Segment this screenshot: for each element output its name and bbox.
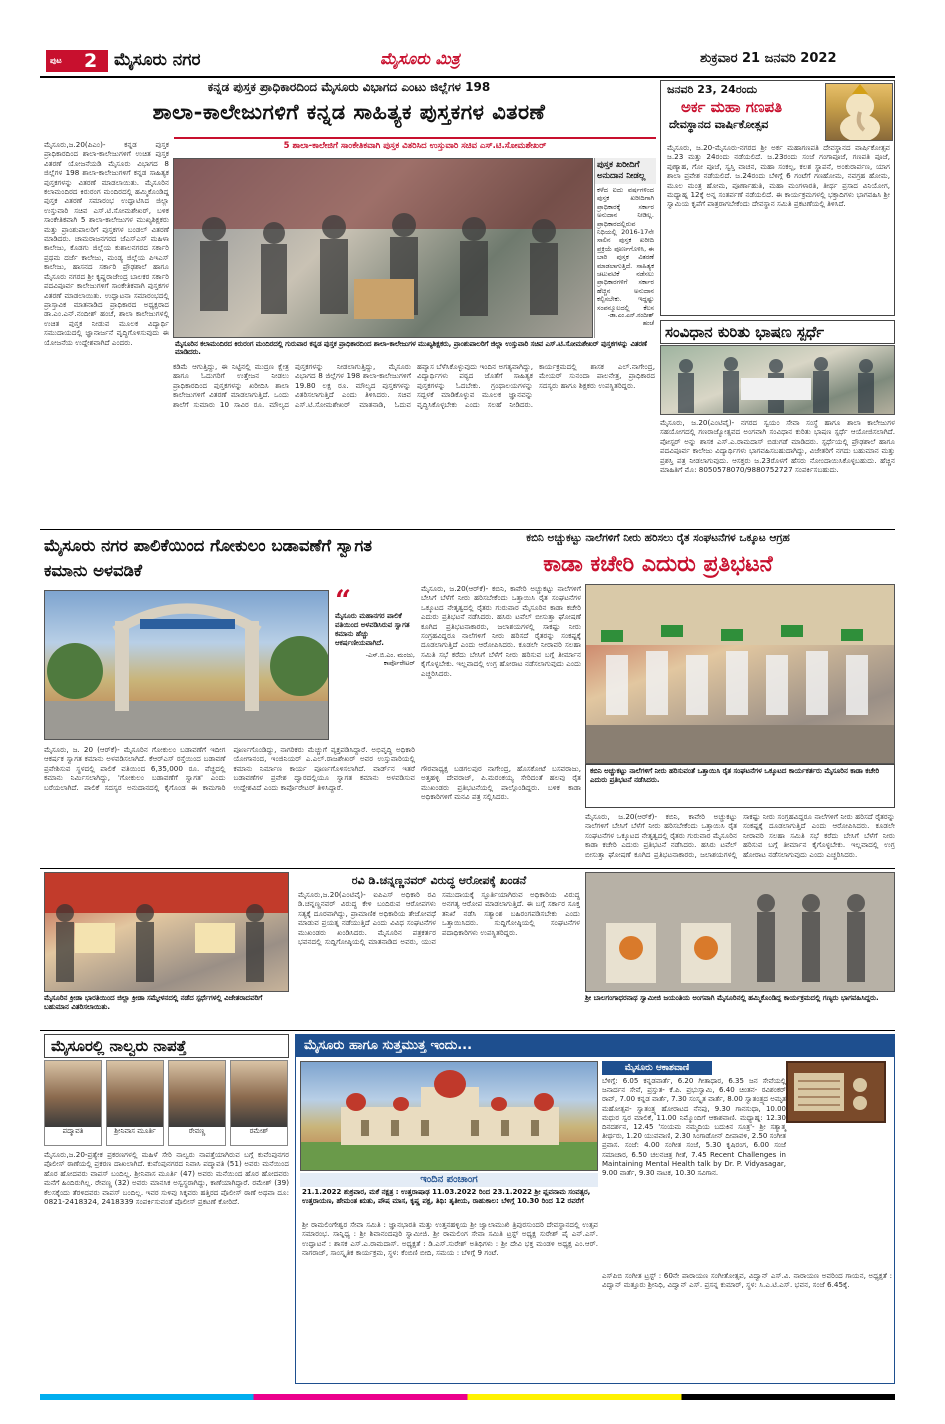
missing-person-4-name: ರಮೇಶ್ <box>249 1127 269 1135</box>
rule-row2 <box>40 868 895 869</box>
protest-body: ಮೈಸೂರು, ಜ.20(ಆರ್‌ಕೆ)- ಕಬಿನಿ, ಕಾವೇರಿ ಅಚ್ಚುಕಟ್ಟು ನಾಲೆಗಳಿಗೆ ಬೇಸಿಗೆ ಬೆಳೆಗೆ ನೀರು ಹರಿಸಬೇಕೆಂದು ಒತ್ತಾಯಿಸಿ ರೈತ ಸಂಘಟನೆಗಳ ಒಕ್ಕೂಟದ ನೇತೃತ್ವದಲ್ಲಿ ರೈತರು ಗುರುವಾರ ಮೈಸೂರಿನ ಕಾಡಾ ಕಚೇರಿ ಎದುರು ಪ್ರತಿಭಟನೆ ನಡೆಸಿದರು. ಹಸಿರು ಟವೆಲ್ ಬೀಸುತ್ತಾ ಘೋಷಣೆ ಕೂಗಿದ ಪ್ರತಿಭಟನಾಕಾರರು, ಜಲಾಶಯಗಳಲ್ಲಿ ಸಾಕಷ್ಟು ನೀರು ಸಂಗ್ರಹವಿದ್ದರೂ ನಾಲೆಗಳಿಗೆ ನೀರು ಹರಿಸದೆ ರೈತರನ್ನು ಸಂಕಷ್ಟಕ್ಕೆ ದೂಡಲಾಗುತ್ತಿದೆ ಎಂದು ಆರೋಪಿಸಿದರು. ಕೂಡಲೇ ನೀರಾವರಿ ಸಲಹಾ ಸಮಿತಿ ಸಭೆ ಕರೆದು ಬೇಸಿಗೆ ಬೆಳೆಗೆ ನೀರು ಹರಿಸುವ ಬಗ್ಗೆ ತೀರ್ಮಾನ ಕೈಗೊಳ್ಳಬೇಕು. ಇಲ್ಲವಾದಲ್ಲಿ ಉಗ್ರ ಹೋರಾಟ ನಡೆಸಲಾಗುವುದು ಎಂದು ಎಚ್ಚರಿಸಿದರು. <box>421 584 581 678</box>
samvidhana-box <box>660 320 895 526</box>
sidebox-byline: -ಡಾ.ಎಂ.ಎನ್.ನಂದೀಶ್ ಹಂಚೆ <box>607 312 654 327</box>
complaint-caption: ಶ್ರೀ ಬಾಲಗಂಗಾಧರನಾಥ ಸ್ವಾಮೀಜಿ ಜಯಂತಿಯ ಅಂಗವಾಗಿ ಮೈಸೂರಿನಲ್ಲಿ ಹಮ್ಮಿಕೊಂಡಿದ್ದ ಕಾರ್ಯಕ್ರಮದಲ್ಲಿ ಗಣ್ಯರು ಭಾಗವಹಿಸಿದ್ದರು. <box>585 994 879 1002</box>
missing-person-3-name: ರೇವಣ್ಣ <box>188 1127 206 1135</box>
page-label: ಪುಟ <box>50 56 62 65</box>
missing-headline: ಮೈಸೂರಲ್ಲಿ ನಾಲ್ವರು ನಾಪತ್ತೆ <box>44 1034 289 1058</box>
ganapati-box <box>660 80 895 316</box>
ganapati-body: ಮೈಸೂರು, ಜ.20-ಮೈಸೂರು-ನಗರದ ಶ್ರೀ ಅರ್ಕ ಮಹಾಗಣಪತಿ ದೇವಸ್ಥಾನದ ವಾರ್ಷಿಕೋತ್ಸವ ಜ.23 ಮತ್ತು 24ರಂದು ನಡೆಯಲಿದೆ. ಜ.23ರಂದು ಸಂಜೆ ಗಂಗಾಪೂಜೆ, ಗಣಪತಿ ಪೂಜೆ, ಪುಣ್ಯಾಹ, ಗೋ ಪೂಜೆ, ಸ್ವಸ್ತಿ ವಾಚನ, ಮಹಾ ಸಂಕಲ್ಪ, ಕಲಶ ಸ್ಥಾಪನೆ, ಅಂಕುರಾರ್ಪಣ, ಯಾಗ ಶಾಲಾ ಪ್ರವೇಶ ನಡೆಯಲಿದೆ. ಜ.24ರಂದು ಬೆಳಿಗ್ಗೆ 6 ಗಂಟೆಗೆ ಗಣಹೋಮ, ನವಗ್ರಹ ಹೋಮ, ಮೂಲ ಮಂತ್ರ ಹೋಮ, ಪೂರ್ಣಾಹುತಿ, ಮಹಾ ಮಂಗಳಾರತಿ, ತೀರ್ಥ ಪ್ರಸಾದ ವಿನಿಯೋಗ, ಮಧ್ಯಾಹ್ನ 12ಕ್ಕೆ ಅನ್ನ ಸಂತರ್ಪಣೆ ನಡೆಯಲಿದೆ. ಈ ಕಾರ್ಯಕ್ರಮಗಳಲ್ಲಿ ಭಕ್ತಾದಿಗಳು ಭಾಗವಹಿಸಿ ಶ್ರೀ ಸ್ವಾಮಿಯ ಕೃಪೆಗೆ ಪಾತ್ರರಾಗಬೇಕೆಂದು ದೇವಸ್ಥಾನ ಸಮಿತಿ ಪ್ರಕಟಣೆಯಲ್ಲಿ ತಿಳಿಸಿದೆ. <box>667 143 890 209</box>
missing-person-4 <box>230 1060 288 1146</box>
sports-photo <box>44 872 289 992</box>
ganapati-idol-icon <box>826 84 893 141</box>
missing-person-3 <box>168 1060 226 1146</box>
lead-photo-caption: ಮೈಸೂರಿನ ಕಲಾಮಂದಿರದ ಕಿರುರಂಗ ಮಂದಿರದಲ್ಲಿ ಗುರುವಾರ ಕನ್ನಡ ಪುಸ್ತಕ ಪ್ರಾಧಿಕಾರದಿಂದ ಶಾಲಾ-ಕಾಲೇಜುಗಳ ಮುಖ್ಯಶಿಕ್ಷಕರು, ಪ್ರಾಂಶುಪಾಲರಿಗೆ ಜಿಲ್ಲಾ ಉಸ್ತುವಾರಿ ಸಚಿವ ಎಸ್.ಟಿ.ಸೋಮಶೇಖರ್ ಪುಸ್ತಕಗಳನ್ನು ವಿತರಣೆ ಮಾಡಿದರು. <box>173 338 655 358</box>
ganapati-title: ಅರ್ಕ ಮಹಾ ಗಣಪತಿ <box>681 98 783 116</box>
sidebox-heading: ಪುಸ್ತಕ ಖರೀದಿಗೆ ಅನುದಾನ ನೀಡಲ್ಲ <box>595 158 656 184</box>
complaint-body: ಮೈಸೂರು,ಜ.20(ಎಂಟಿವೈ)- ಐಪಿಎಸ್ ಅಧಿಕಾರಿ ರವಿ ಡಿ.ಚನ್ನಣ್ಣನವರ್ ವಿರುದ್ಧ ಕೇಳಿ ಬಂದಿರುವ ಆರೋಪಗಳು ಸತ್ಯಕ್ಕೆ ದೂರವಾಗಿದ್ದು, ಪ್ರಾಮಾಣಿಕ ಅಧಿಕಾರಿಯ ತೇಜೋವಧೆ ಮಾಡುವ ಪ್ರಯತ್ನ ನಡೆಯುತ್ತಿದೆ ಎಂದು ವಿವಿಧ ಸಂಘಟನೆಗಳ ಮುಖಂಡರು ಖಂಡಿಸಿದರು. ಮೈಸೂರಿನ ಪತ್ರಕರ್ತರ ಭವನದಲ್ಲಿ ಸುದ್ದಿಗೋಷ್ಠಿಯಲ್ಲಿ ಮಾತನಾಡಿದ ಅವರು, ಯುವ ಸಮುದಾಯಕ್ಕೆ ಸ್ಫೂರ್ತಿಯಾಗಿರುವ ಅಧಿಕಾರಿಯ ವಿರುದ್ಧ ಅನಗತ್ಯ ಆರೋಪ ಮಾಡಲಾಗುತ್ತಿದೆ. ಈ ಬಗ್ಗೆ ಸರ್ಕಾರ ಸೂಕ್ತ ತನಿಖೆ ನಡೆಸಿ ಸತ್ಯಾಂಶ ಬಹಿರಂಗಪಡಿಸಬೇಕು ಎಂದು ಒತ್ತಾಯಿಸಿದರು. ಸುದ್ದಿಗೋಷ್ಠಿಯಲ್ಲಿ ಸಂಘಟನೆಗಳ ಪದಾಧಿಕಾರಿಗಳು ಉಪಸ್ಥಿತರಿದ್ದರು. <box>298 890 580 947</box>
missing-person-1 <box>44 1060 102 1146</box>
today-events: ಶ್ರೀ ರಾಮಲಿಂಗೇಶ್ವರ ಸೇವಾ ಸಮಿತಿ : ಜ್ಞಾನಭಾರತಿ ಮತ್ತು ಉತ್ತನಹಳ್ಳಿಯ ಶ್ರೀ ಜ್ವಾಲಾಮುಖಿ ತ್ರಿಪುರಸುಂದರಿ ದೇವಸ್ಥಾನದಲ್ಲಿ ಉತ್ಸವ ಸಮಾರಂಭ. ಸಾನ್ನಿಧ್ಯ : ಶ್ರೀ ಶಿವಾನಂದಪುರಿ ಸ್ವಾಮೀಜಿ. ಶ್ರೀ ರಾಮಲಿಂಗ ಸೇವಾ ಸಮಿತಿ ಟ್ರಸ್ಟ್ ಅಧ್ಯಕ್ಷ ಸುರೇಶ್ ಪೈ ಎನ್.ಎಸ್. ಉದ್ಘಾಟನೆ : ಶಾಸಕ ಎಸ್.ಎ.ರಾಮದಾಸ್. ಅಧ್ಯಕ್ಷತೆ : ಡಿ.ಎಸ್.ಸುರೇಶ್ ಅತಿಥಿಗಳು : ಶ್ರೀ ದೇವಿ ಭಕ್ತ ಮಂಡಳಿ ಅಧ್ಯಕ್ಷ ಎಂ.ಆರ್. ನಾಗರಾಜ್, ಸಾಂಸ್ಕೃತಿಕ ಕಾರ್ಯಕ್ರಮ, ಸ್ಥಳ: ಕೆಂಬಿಣಿ ಬೀದಿ, ಸಮಯ : ಬೆಳಿಗ್ಗೆ 9 ಗಂಟೆ. <box>302 1220 598 1258</box>
protest-headline: ಕಾಡಾ ಕಚೇರಿ ಎದುರು ಪ್ರತಿಭಟನೆ <box>543 551 773 577</box>
gokulam-arch-illustration <box>45 591 329 740</box>
missing-body: ಮೈಸೂರು,ಜ.20-ಪ್ರತ್ಯೇಕ ಪ್ರಕರಣಗಳಲ್ಲಿ ಮಹಿಳೆ ಸೇರಿ ನಾಲ್ವರು ನಾಪತ್ತೆಯಾಗಿರುವ ಬಗ್ಗೆ ಕುವೆಂಪುನಗರ ಪೊಲೀಸ್ ಠಾಣೆಯಲ್ಲಿ ಪ್ರಕರಣ ದಾಖಲಾಗಿದೆ. ಕುವೆಂಪುನಗರದ ನಿವಾಸಿ ಪದ್ಮಾವತಿ (51) ಅವರು ಮನೆಯಿಂದ ಹೊರ ಹೋದವರು ವಾಪಸ್ ಬಂದಿಲ್ಲ. ಶ್ರೀನಿವಾಸ ಮೂರ್ತಿ (47) ಅವರು ಮನೆಯಿಂದ ಹೊರ ಹೋದವರು ಮನೆಗೆ ಹಿಂದಿರುಗಿಲ್ಲ. ರೇವಣ್ಣ (32) ಅವರು ಮಾನಸಿಕ ಅಸ್ವಸ್ಥರಾಗಿದ್ದು, ಕಾಣೆಯಾಗಿದ್ದಾರೆ. ರಮೇಶ್ (39) ಕೆಲಸಕ್ಕೆಂದು ತೆರಳಿದವರು ವಾಪಸ್ ಬಂದಿಲ್ಲ. ಇವರ ಸುಳಿವು ಸಿಕ್ಕವರು ಹತ್ತಿರದ ಪೊಲೀಸ್ ಠಾಣೆ ಅಥವಾ ದೂ: 0821-2418324, 2418339 ಸಂಪರ್ಕಿಸುವಂತೆ ಪೊಲೀಸ್ ಪ್ರಕಟಣೆ ಕೋರಿದೆ. <box>44 1150 289 1207</box>
gokulam-quote-box <box>335 584 415 740</box>
page-header <box>40 46 895 76</box>
complaint-photo-figures <box>586 873 895 992</box>
sidebox-container <box>594 158 656 338</box>
missing-person-2-name: ಶ್ರೀನಿವಾಸ ಮೂರ್ತಿ <box>114 1127 156 1135</box>
gokulam-arch-photo <box>44 590 329 740</box>
missing-person-2-photo <box>107 1061 163 1127</box>
lead-body-row2: ಕಡಿಮೆ ಆಗುತ್ತಿದ್ದು, ಈ ನಿಟ್ಟಿನಲ್ಲಿ ಮುದ್ರಣ ಕ್ಷೇತ್ರ ಹಾಗೂ ಓದುಗರಿಗೆ ಉತ್ತೇಜನ ನೀಡಲು ಪ್ರಾಧಿಕಾರದಿಂದ ಪುಸ್ತಕಗಳನ್ನು ಖರೀದಿಸಿ ಶಾಲಾ ಕಾಲೇಜುಗಳಿಗೆ ವಿತರಣೆ ಮಾಡಲಾಗುತ್ತಿದೆ. ಒಂದು ಶಾಲೆಗೆ ಸುಮಾರು 10 ಸಾವಿರ ರೂ. ಮೌಲ್ಯದ ಪುಸ್ತಕಗಳನ್ನು ನೀಡಲಾಗುತ್ತಿದ್ದು, ಮೈಸೂರು ವಿಭಾಗದ 8 ಜಿಲ್ಲೆಗಳ 198 ಶಾಲಾ-ಕಾಲೇಜುಗಳಿಗೆ 19.80 ಲಕ್ಷ ರೂ. ಮೌಲ್ಯದ ಪುಸ್ತಕಗಳನ್ನು ವಿತರಿಸಲಾಗುತ್ತಿದೆ ಎಂದು ತಿಳಿಸಿದರು. ಸಚಿವ ಎಸ್.ಟಿ.ಸೋಮಶೇಖರ್ ಮಾತನಾಡಿ, ಓದುವ ಹವ್ಯಾಸ ಬೆಳೆಸಿಕೊಳ್ಳುವುದು ಇಂದಿನ ಅಗತ್ಯವಾಗಿದ್ದು, ವಿದ್ಯಾರ್ಥಿಗಳು ಪಠ್ಯದ ಜೊತೆಗೆ ಸಾಹಿತ್ಯಕ ಪುಸ್ತಕಗಳನ್ನು ಓದಬೇಕು. ಗ್ರಂಥಾಲಯಗಳನ್ನು ಸದ್ಬಳಕೆ ಮಾಡಿಕೊಳ್ಳುವ ಮೂಲಕ ಜ್ಞಾನವನ್ನು ವೃದ್ಧಿಸಿಕೊಳ್ಳಬೇಕು ಎಂದು ಸಲಹೆ ನೀಡಿದರು. ಕಾರ್ಯಕ್ರಮದಲ್ಲಿ ಶಾಸಕ ಎಲ್.ನಾಗೇಂದ್ರ, ಮೇಯರ್ ಸುನಂದಾ ಪಾಲನೇತ್ರ, ಪ್ರಾಧಿಕಾರದ ಸದಸ್ಯರು ಹಾಗೂ ಶಿಕ್ಷಕರು ಉಪಸ್ಥಿತರಿದ್ದರು. <box>173 362 655 409</box>
protest-body2: ಗೌರವಾಧ್ಯಕ್ಷ ಬಡಗಲಪುರ ನಾಗೇಂದ್ರ, ಹೊಸಕೋಟೆ ಬಸವರಾಜು, ಅತ್ತಹಳ್ಳಿ ದೇವರಾಜ್, ಪಿ.ಮರಂಕಯ್ಯ ಸೇರಿದಂತೆ ಹಲವು ರೈತ ಮುಖಂಡರು ಪ್ರತಿಭಟನೆಯಲ್ಲಿ ಪಾಲ್ಗೊಂಡಿದ್ದರು. ಬಳಿಕ ಕಾಡಾ ಅಧಿಕಾರಿಗಳಿಗೆ ಮನವಿ ಪತ್ರ ಸಲ್ಲಿಸಿದರು. <box>421 764 581 802</box>
spb-trust-text: ಎಸ್‌ಪಿಬಿ ಸಂಗೀತ ಟ್ರಸ್ಟ್ : 60ನೇ ಪಾರಾಯಣ ಸಂಗೀತೋತ್ಸವ, ವಿದ್ವಾನ್ ಎಸ್.ವಿ. ನಾರಾಯಣ ಅವರಿಂದ ಗಾಯನ, ಅಧ್ಯಕ್ಷತೆ : ವಿದ್ವಾನ್ ಮತ್ತೂರು ಶ್ರೀನಿಧಿ, ವಿದ್ವಾನ್ ಎಸ್. ಪ್ರಸನ್ನ ಕುಮಾರ್, ಸ್ಥಳ: ಸಿ.ಎ.ಟಿ.ಎಸ್. ಭವನ, ಸಂಜೆ 6.45ಕ್ಕೆ. <box>602 1271 892 1290</box>
gokulam-headline: ಮೈಸೂರು ನಗರ ಪಾಲಿಕೆಯಿಂದ ಗೋಕುಲಂ ಬಡಾವಣೆಗೆ ಸ್ವಾಗತ ಕಮಾನು ಅಳವಡಿಕೆ <box>44 536 373 580</box>
ganapati-kicker: ಜನವರಿ 23, 24ರಂದು <box>667 83 758 96</box>
complaint-photo <box>585 872 895 992</box>
missing-person-1-photo <box>45 1061 101 1127</box>
samvidhana-body: ಮೈಸೂರು, ಜ.20(ಎಂಟಿವೈ)- ನಗರದ ಸ್ವಯಂ ಸೇವಾ ಸಂಸ್ಥೆ ಹಾಗೂ ಶಾಲಾ ಕಾಲೇಜುಗಳ ಸಹಯೋಗದಲ್ಲಿ ಗಣರಾಜ್ಯೋತ್ಸವದ ಅಂಗವಾಗಿ ಸಂವಿಧಾನ ಕುರಿತು ಭಾಷಣ ಸ್ಪರ್ಧೆ ಆಯೋಜಿಸಲಾಗಿದೆ. ಪೋಸ್ಟರ್ ಅನ್ನು ಶಾಸಕ ಎಸ್.ಎ.ರಾಮದಾಸ್ ಬಿಡುಗಡೆ ಮಾಡಿದರು. ಸ್ಪರ್ಧೆಯಲ್ಲಿ ಪ್ರೌಢಶಾಲೆ ಹಾಗೂ ಪದವಿಪೂರ್ವ ಕಾಲೇಜು ವಿದ್ಯಾರ್ಥಿಗಳು ಭಾಗವಹಿಸಬಹುದಾಗಿದ್ದು, ವಿಜೇತರಿಗೆ ನಗದು ಬಹುಮಾನ ಮತ್ತು ಪ್ರಶಸ್ತಿ ಪತ್ರ ನೀಡಲಾಗುವುದು. ಆಸಕ್ತರು ಜ.23ರೊಳಗೆ ಹೆಸರು ನೋಂದಾಯಿಸಿಕೊಳ್ಳಬಹುದು. ಹೆಚ್ಚಿನ ಮಾಹಿತಿಗೆ ಮೊ: 8050578070/9880752727 ಸಂಪರ್ಕಿಸಬಹುದು. <box>660 418 895 475</box>
today-headline: ಮೈಸೂರು ಹಾಗೂ ಸುತ್ತಮುತ್ತ ಇಂದು... <box>304 1038 473 1053</box>
akashavani-text: ಬೆಳಿಗ್ಗೆ: 6.05 ಕನ್ನಡವಾರ್ತೆ, 6.20 ಗೀತಾಧಾರ, 6.35 ಜನ ಸೇವೆಯಲ್ಲಿ ಜನಾರ್ದನ ಸೇವೆ, ಪ್ರಸ್ತುತ- ಕೆ.ಪಿ. ಪ್ರಭುಸ್ವಾಮಿ, 6.40 ಚಿಂತನ- ರವಿಶಂಕರ್ ರಾವ್, 7.00 ಕನ್ನಡ ವಾರ್ತೆ, 7.30 ಸಂಸ್ಕೃತ ವಾರ್ತೆ, 8.00 ಸ್ವಾತಂತ್ರ್ಯದ ಅಮೃತ ಮಹೋತ್ಸವ- ಸ್ವಾತಂತ್ರ್ಯ ಹೋರಾಟದ ನೆನಪು, 9.30 ಗಾನಸುಧಾ, 10.00 ಮಧುರ ಸ್ವರ ಮಾಲಿಕೆ, 11.00 ನಿಮ್ಮೊಂದಿಗೆ ಆಕಾಶವಾಣಿ. ಮಧ್ಯಾಹ್ನ: 12.30 ದಿನದರ್ಶನ, 12.45 'ಸಂಯಮ ನಮ್ಮದಿಯ ಬದುಕಿನ ಸೂತ್ರ'- ಶ್ರೀ ಸತ್ಯಾತ್ಮ ತೀರ್ಥರು, 1.20 ಯುವವಾಣಿ, 2.30 ಸಿಂಗಾಡೋನ್ ದೀಪಾವಳಿ, 2.50 ಸಂಗೀತ ಪ್ರವಾಸ. ಸಂಜೆ: 4.00 ಸಂಗೀತ ಸಂಜೆ, 5.30 ಕೃಷಿರಂಗ, 6.00 ಸಂಜೆ ಸಮಾಚಾರ, 6.50 ಚಲನಚಿತ್ರ ಗೀತೆ, 7.45 Recent Challenges in Maintaining Mental Health talk by Dr. P. Vidyasagar, 9.00 ವಾರ್ತೆ, 9.30 ನಾಟಕ, 10.30 ಸವಿಗಾನ. <box>602 1077 786 1178</box>
header-rule <box>40 76 895 78</box>
masthead-logo: ಮೈಸೂರು ಮಿತ್ರ <box>380 49 460 68</box>
missing-photos <box>44 1060 289 1146</box>
gokulam-quote-byline: -ಎಸ್.ಬಿ.ಎಂ. ಮಂಜು, ಕಾರ್ಪೊರೇಟರ್ <box>365 651 415 667</box>
lead-kicker: ಕನ್ನಡ ಪುಸ್ತಕ ಪ್ರಾಧಿಕಾರದಿಂದ ಮೈಸೂರು ವಿಭಾಗದ ಎಂಟು ಜಿಲ್ಲೆಗಳ 198 <box>207 80 491 94</box>
gokulam-quote: ಮೈಸೂರು ಮಹಾನಗರ ಪಾಲಿಕೆ ವತಿಯಿಂದ ಅಳವಡಿಸಿರುವ ಸ್ವಾಗತ ಕಮಾನು ಹೆಚ್ಚು ಆಕರ್ಷಣೀಯವಾಗಿದೆ. <box>335 612 410 647</box>
protest-kicker: ಕಬಿನಿ ಅಚ್ಚುಕಟ್ಟು ನಾಲೆಗಳಿಗೆ ನೀರು ಹರಿಸಲು ರೈತ ಸಂಘಟನೆಗಳ ಒಕ್ಕೂಟ ಆಗ್ರಹ <box>526 532 790 544</box>
ganapati-subtitle: ದೇವಸ್ಥಾನದ ವಾರ್ಷಿಕೋತ್ಸವ <box>669 118 769 131</box>
rule-row1 <box>40 529 895 530</box>
missing-person-4-photo <box>231 1061 287 1127</box>
palace-illustration <box>301 1062 598 1171</box>
protest-caption-box <box>585 764 895 808</box>
sports-photo-figures <box>45 873 289 992</box>
sidebox-body: ಕಳೆದ ಐದು ವರ್ಷಗಳಿಂದ ಪುಸ್ತಕ ಖರೀದಿಗಾಗಿ ಪ್ರಾಧಿಕಾರಕ್ಕೆ ಸರ್ಕಾರ ಅನುದಾನ ನೀಡಿಲ್ಲ. ಪ್ರಾಧಿಕಾರದಲ್ಲಿರುವ ನಿಧಿಯಲ್ಲಿ 2016-17ನೇ ಸಾಲಿನ ಪುಸ್ತಕ ಖರೀದಿ ಪ್ರಕ್ರಿಯೆ ಪೂರ್ಣಗೊಳಿಸಿ, ಈ ಬಾರಿ ಪುಸ್ತಕ ವಿತರಣೆ ಮಾಡಲಾಗುತ್ತಿದೆ. ಸಾಹಿತ್ಯಕ ಚಟುವಟಿಕೆ ನಡೆಸಲು ಪ್ರಾಧಿಕಾರಗಳಿಗೆ ಸರ್ಕಾರ ಹೆಚ್ಚಿನ ಅನುದಾನ ಕಲ್ಪಿಸಬೇಕು. ಇದ್ದಷ್ಟು ಸಂಪನ್ಮೂಲದಲ್ಲಿ ಕೆಲಸ <box>597 186 654 312</box>
today-headline-bar <box>296 1035 894 1057</box>
sports-caption: ಮೈಸೂರಿನ ಕ್ರೀಡಾ ಭಾರತಿಯಿಂದ ಜಿಲ್ಲಾ ಕ್ರೀಡಾ ಸಮ್ಮೇಳನದಲ್ಲಿ ನಡೆದ ಸ್ಪರ್ಧೆಗಳಲ್ಲಿ ವಿಜೇತರಾದವರಿಗೆ ಬಹುಮಾನ ವಿತರಿಸಲಾಯಿತು. <box>44 994 263 1011</box>
page-number: 2 <box>84 50 98 72</box>
missing-person-2 <box>106 1060 164 1146</box>
today-box <box>295 1034 895 1384</box>
missing-person-3-photo <box>169 1061 225 1127</box>
protest-photo-figures <box>586 585 895 764</box>
complaint-headline: ರವಿ ಡಿ.ಚನ್ನಣ್ಣನವರ್ ವಿರುದ್ಧ ಆರೋಪಕ್ಕೆ ಖಂಡನೆ <box>351 874 527 887</box>
lead-body-column: ಮೈಸೂರು,ಜ.20(ಪಿಎಂ)- ಕನ್ನಡ ಪುಸ್ತಕ ಪ್ರಾಧಿಕಾರದಿಂದ ಶಾಲಾ-ಕಾಲೇಜುಗಳಿಗೆ ಉಚಿತ ಪುಸ್ತಕ ವಿತರಣೆ ಯೋಜನೆಯಡಿ ಮೈಸೂರು ವಿಭಾಗದ 8 ಜಿಲ್ಲೆಗಳ 198 ಶಾಲಾ-ಕಾಲೇಜುಗಳಿಗೆ ಕನ್ನಡ ಸಾಹಿತ್ಯಕ ಪುಸ್ತಕಗಳನ್ನು ವಿತರಣೆ ಮಾಡಲಾಯಿತು. ಮೈಸೂರಿನ ಕಲಾಮಂದಿರದ ಕಿರುರಂಗ ಮಂದಿರದಲ್ಲಿ ಹಮ್ಮಿಕೊಂಡಿದ್ದ ಪುಸ್ತಕ ವಿತರಣೆ ಸಮಾರಂಭ ಉದ್ಘಾಟಿಸಿದ ಜಿಲ್ಲಾ ಉಸ್ತುವಾರಿ ಸಚಿವ ಎಸ್.ಟಿ.ಸೋಮಶೇಖರ್, ಬಳಿಕ ಸಾಂಕೇತಿಕವಾಗಿ 5 ಶಾಲಾ-ಕಾಲೇಜುಗಳ ಮುಖ್ಯಶಿಕ್ಷಕರು ಮತ್ತು ಪ್ರಾಂಶುಪಾಲರಿಗೆ ಪುಸ್ತಕಗಳ ಬಂಡಲ್ ವಿತರಣೆ ಮಾಡಿದರು. ಚಾಮರಾಜನಗರದ ಜೆಎಸ್‌ಎಸ್ ಮಹಿಳಾ ಕಾಲೇಜು, ಕೊಡಗು ಜಿಲ್ಲೆಯ ಕುಶಾಲನಗರದ ಸರ್ಕಾರಿ ಪ್ರಥಮ ದರ್ಜೆ ಕಾಲೇಜು, ಮಂಡ್ಯ ಜಿಲ್ಲೆಯ ಪಿಇಎಸ್ ಕಾಲೇಜು, ಹಾಸನದ ಸರ್ಕಾರಿ ಪ್ರೌಢಶಾಲೆ ಹಾಗೂ ಮೈಸೂರು ನಗರದ ಶ್ರೀ ಕೃಷ್ಣರಾಜೇಂದ್ರ ಬಾಲಕರ ಸರ್ಕಾರಿ ಪದವಿಪೂರ್ವ ಕಾಲೇಜುಗಳಿಗೆ ಸಾಂಕೇತಿಕವಾಗಿ ಪುಸ್ತಕಗಳ ವಿತರಣೆ ಮಾಡಲಾಯಿತು. ಉದ್ಘಾಟನಾ ಸಮಾರಂಭದಲ್ಲಿ ಪ್ರಾಸ್ತಾವಿಕ ಮಾತನಾಡಿದ ಪ್ರಾಧಿಕಾರದ ಅಧ್ಯಕ್ಷರಾದ ಡಾ.ಎಂ.ಎನ್.ನಂದೀಶ್ ಹಂಚೆ, ಶಾಲಾ ಕಾಲೇಜುಗಳಲ್ಲಿ ಉಚಿತ ಪುಸ್ತಕ ನೀಡುವ ಮೂಲಕ ವಿದ್ಯಾರ್ಥಿ ಸಮುದಾಯದಲ್ಲಿ ಜ್ಞಾನಾರ್ಜನೆ ವೃದ್ಧಿಗೊಳಿಸುವುದು ಈ ಯೋಜನೆಯ ಉದ್ದೇಶವಾಗಿದೆ ಎಂದರು. <box>44 140 169 347</box>
samvidhana-photo-figures <box>661 346 895 415</box>
lead-subhead-bar <box>174 137 656 155</box>
gokulam-body: ಮೈಸೂರು, ಜ. 20 (ಆರ್‌ಕೆ)- ಮೈಸೂರಿನ ಗೋಕುಲಂ ಬಡಾವಣೆಗೆ ಇದೀಗ ಆಕರ್ಷಕ ಸ್ವಾಗತ ಕಮಾನು ಅಳವಡಿಸಲಾಗಿದೆ. ಕೆಆರ್‌ಎಸ್ ರಸ್ತೆಯಿಂದ ಬಡಾವಣೆ ಪ್ರವೇಶಿಸುವ ಸ್ಥಳದಲ್ಲಿ ಪಾಲಿಕೆ ವತಿಯಿಂದ 6,35,000 ರೂ. ವೆಚ್ಚದಲ್ಲಿ ಕಮಾನು ನಿರ್ಮಿಸಲಾಗಿದ್ದು, 'ಗೋಕುಲಂ ಬಡಾವಣೆಗೆ ಸ್ವಾಗತ' ಎಂದು ಬರೆಯಲಾಗಿದೆ. ಪಾಲಿಕೆ ಸದಸ್ಯರ ಅನುದಾನದಲ್ಲಿ ಕೈಗೊಂಡ ಈ ಕಾಮಗಾರಿ ಪೂರ್ಣಗೊಂಡಿದ್ದು, ನಾಗರಿಕರು ಮೆಚ್ಚುಗೆ ವ್ಯಕ್ತಪಡಿಸಿದ್ದಾರೆ. ಅಭಿವೃದ್ಧಿ ಅಧಿಕಾರಿ ಯೋಗಾನಂದ, ಇಂಜಿನಿಯರ್ ಎ.ಎಲ್.ರಾಜಶೇಖರ್ ಅವರ ಉಸ್ತುವಾರಿಯಲ್ಲಿ ಕಮಾನು ನಿರ್ಮಾಣ ಕಾರ್ಯ ಪೂರ್ಣಗೊಳಿಸಲಾಗಿದೆ. ವಾರ್ಡ್‌ನ ಇತರೆ ಬಡಾವಣೆಗಳ ಪ್ರವೇಶ ದ್ವಾರದಲ್ಲಿಯೂ ಸ್ವಾಗತ ಕಮಾನು ಅಳವಡಿಸುವ ಉದ್ದೇಶವಿದೆ ಎಂದು ಕಾರ್ಪೊರೇಟರ್ ತಿಳಿಸಿದ್ದಾರೆ. <box>44 745 415 792</box>
footer-colorbar <box>40 1394 895 1400</box>
issue-date: ಶುಕ್ರವಾರ 21 ಜನವರಿ 2022 <box>700 51 837 66</box>
section-title: ಮೈಸೂರು ನಗರ <box>114 50 201 70</box>
lead-headline: ಶಾಲಾ-ಕಾಲೇಜುಗಳಿಗೆ ಕನ್ನಡ ಸಾಹಿತ್ಯಕ ಪುಸ್ತಕಗಳ ವಿತರಣೆ <box>152 99 546 124</box>
protest-caption: ಕಬಿನಿ ಅಚ್ಚುಕಟ್ಟು ನಾಲೆಗಳಿಗೆ ನೀರು ಹರಿಸುವಂತೆ ಒತ್ತಾಯಿಸಿ ರೈತ ಸಂಘಟನೆಗಳ ಒಕ್ಕೂಟದ ಕಾರ್ಯಕರ್ತರು ಮೈಸೂರಿನ ಕಾಡಾ ಕಚೇರಿ ಎದುರು ಪ್ರತಿಭಟನೆ ನಡೆಸಿದರು. <box>590 767 880 784</box>
quote-open-icon: “ <box>335 584 352 617</box>
akashavani-title: ಮೈಸೂರು ಆಕಾಶವಾಣಿ <box>602 1061 712 1075</box>
lead-photo-figures <box>174 159 593 338</box>
lead-photo <box>173 158 593 338</box>
protest-photo <box>585 584 895 764</box>
panchanga-title: ಇಂದಿನ ಪಂಚಾಂಗ <box>300 1173 598 1187</box>
missing-person-1-name: ಪದ್ಮಾವತಿ <box>62 1127 84 1135</box>
protest-body3: ಮೈಸೂರು, ಜ.20(ಆರ್‌ಕೆ)- ಕಬಿನಿ, ಕಾವೇರಿ ಅಚ್ಚುಕಟ್ಟು ನಾಲೆಗಳಿಗೆ ಬೇಸಿಗೆ ಬೆಳೆಗೆ ನೀರು ಹರಿಸಬೇಕೆಂದು ಒತ್ತಾಯಿಸಿ ರೈತ ಸಂಘಟನೆಗಳ ಒಕ್ಕೂಟದ ನೇತೃತ್ವದಲ್ಲಿ ರೈತರು ಗುರುವಾರ ಮೈಸೂರಿನ ಕಾಡಾ ಕಚೇರಿ ಎದುರು ಪ್ರತಿಭಟನೆ ನಡೆಸಿದರು. ಹಸಿರು ಟವೆಲ್ ಬೀಸುತ್ತಾ ಘೋಷಣೆ ಕೂಗಿದ ಪ್ರತಿಭಟನಾಕಾರರು, ಜಲಾಶಯಗಳಲ್ಲಿ ಸಾಕಷ್ಟು ನೀರು ಸಂಗ್ರಹವಿದ್ದರೂ ನಾಲೆಗಳಿಗೆ ನೀರು ಹರಿಸದೆ ರೈತರನ್ನು ಸಂಕಷ್ಟಕ್ಕೆ ದೂಡಲಾಗುತ್ತಿದೆ ಎಂದು ಆರೋಪಿಸಿದರು. ಕೂಡಲೇ ನೀರಾವರಿ ಸಲಹಾ ಸಮಿತಿ ಸಭೆ ಕರೆದು ಬೇಸಿಗೆ ಬೆಳೆಗೆ ನೀರು ಹರಿಸುವ ಬಗ್ಗೆ ತೀರ್ಮಾನ ಕೈಗೊಳ್ಳಬೇಕು. ಇಲ್ಲವಾದಲ್ಲಿ ಉಗ್ರ ಹೋರಾಟ ನಡೆಸಲಾಗುವುದು ಎಂದು ಎಚ್ಚರಿಸಿದರು. <box>585 812 895 859</box>
rule-row3 <box>40 1030 895 1031</box>
palace-photo <box>300 1061 598 1171</box>
panchanga-text: 21.1.2022 ಶುಕ್ರವಾರ, ಮಕೆ ನಕ್ಷತ್ರ : ಉತ್ತರಾಷಾಢ 11.03.2022 ರಿಂದ 23.1.2022 ಶ್ರೀ ಪ್ಲವನಾಮ ಸಂವತ್ಸರ, ಉತ್ತರಾಯಣ, ಹೇಮಂತ ಋತು, ಪೌಷ ಮಾಸ, ಕೃಷ್ಣ ಪಕ್ಷ, ತಿಥಿ: ತೃತೀಯ, ರಾಹುಕಾಲ: ಬೆಳಿಗ್ಗೆ 10.30 ರಿಂದ 12 ರವರೆಗೆ <box>302 1188 591 1205</box>
samvidhana-photo <box>660 345 895 415</box>
ganapati-idol-photo <box>825 83 893 141</box>
page-number-badge <box>46 50 108 72</box>
samvidhana-title: ಸಂವಿಧಾನ ಕುರಿತು ಭಾಷಣ ಸ್ಪರ್ಧೆ <box>660 320 895 344</box>
lead-subhead: 5 ಶಾಲಾ-ಕಾಲೇಜಿಗೆ ಸಾಂಕೇತಿಕವಾಗಿ ಪುಸ್ತಕ ವಿತರಿಸಿದ ಉಸ್ತುವಾರಿ ಸಚಿವ ಎಸ್.ಟಿ.ಸೋಮಶೇಖರ್ <box>283 141 547 151</box>
